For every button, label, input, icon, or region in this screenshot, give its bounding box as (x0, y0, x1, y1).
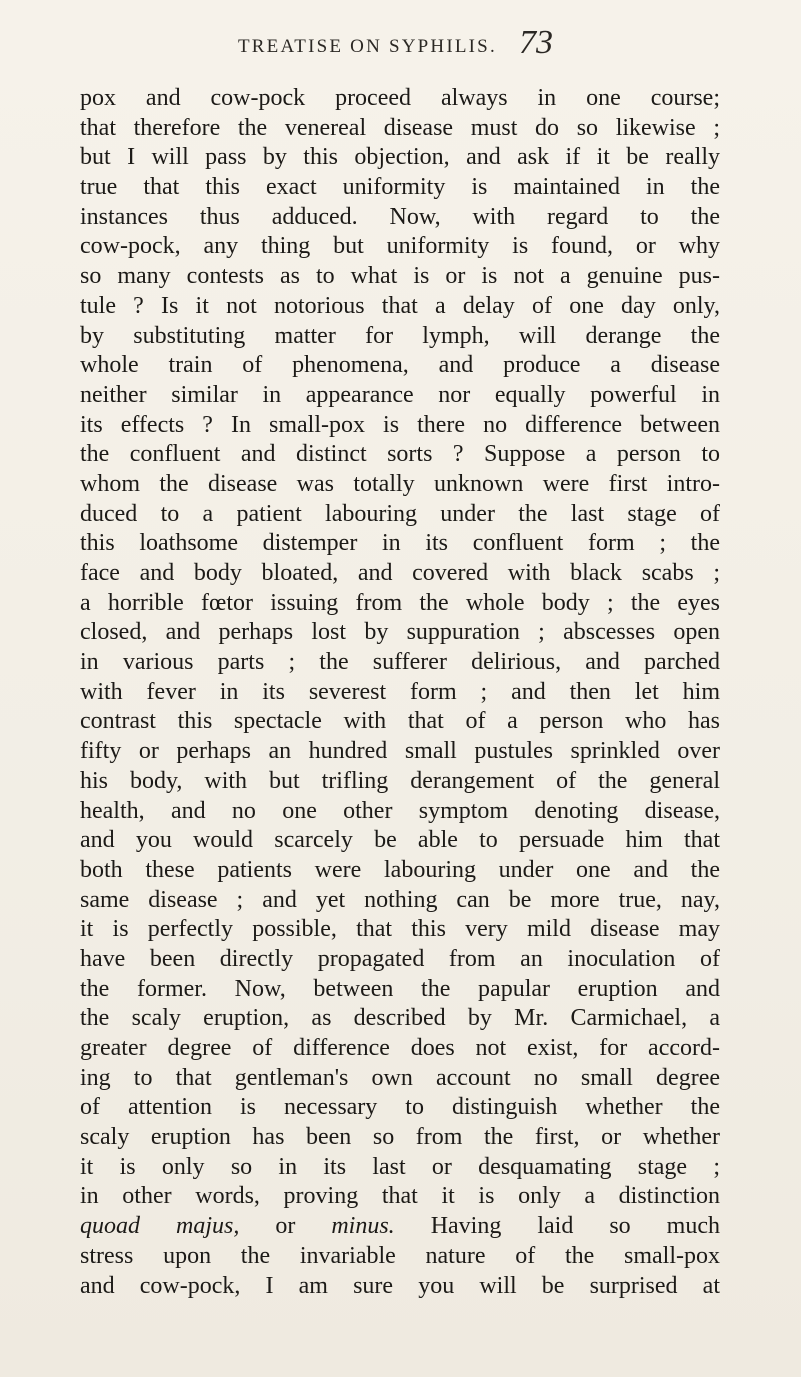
body-text (80, 84, 720, 1301)
running-title: TREATISE ON SYPHILIS. (238, 36, 497, 57)
text-line: by substituting matter for lymph, will derange the (80, 322, 720, 349)
text-line: neither similar in appearance nor equally powerful in (80, 381, 720, 408)
text-line: so many contests as to what is or is not a genuine pus- (80, 263, 720, 290)
text-line: true that this exact uniformity is maintained in the (80, 174, 720, 201)
text-line: ing to that gentleman's own account no small degree (80, 1064, 720, 1091)
text-line: of attention is necessary to distinguish whether the (80, 1094, 720, 1121)
text-line: in various parts ; the sufferer delirious, and parched (80, 649, 720, 676)
text-line: contrast this spectacle with that of a person who has (80, 708, 720, 735)
text-line: its effects ? In small-pox is there no difference between (80, 411, 720, 438)
text-line: face and body bloated, and covered with black scabs ; (80, 560, 720, 586)
running-head (0, 24, 801, 64)
text-line-italic-terms (80, 1212, 720, 1242)
latin-term-minus: minus. (331, 1213, 395, 1240)
text-line: the former. Now, between the papular eruption and (80, 975, 720, 1002)
conjunction-text: or (239, 1213, 332, 1240)
text-line: but I will pass by this objection, and ask if it be really (80, 144, 720, 171)
latin-term-quoad-majus: quoad majus, (80, 1213, 240, 1240)
text-line: that therefore the venereal disease must do so likewise ; (80, 114, 720, 141)
text-line: his body, with but trifling derangement of the general (80, 767, 720, 794)
text-line: scaly eruption has been so from the first, or whether (80, 1124, 720, 1151)
text-line: whole train of phenomena, and produce a disease (80, 352, 720, 379)
text-line: both these patients were labouring under one and the (80, 856, 720, 883)
line-remainder: Having laid so much (394, 1213, 720, 1240)
text-line: duced to a patient labouring under the last stage of (80, 500, 720, 527)
text-line: this loathsome distemper in its confluent form ; the (80, 530, 720, 557)
text-line: a horrible fœtor issuing from the whole body ; the eyes (80, 589, 720, 616)
text-line: cow-pock, any thing but uniformity is found, or why (80, 233, 720, 260)
text-line: in other words, proving that it is only a distinction (80, 1183, 720, 1210)
text-line: closed, and perhaps lost by suppuration ; abscesses open (80, 619, 720, 646)
text-line: tule ? Is it not notorious that a delay of one day only, (80, 292, 720, 319)
text-line: it is only so in its last or desquamating stage ; (80, 1153, 720, 1180)
text-line: the scaly eruption, as described by Mr. Carmichael, a (80, 1005, 720, 1032)
text-line: have been directly propagated from an inoculation of (80, 945, 720, 972)
text-line: health, and no one other symptom denoting disease, (80, 797, 720, 824)
text-line: with fever in its severest form ; and then let him (80, 678, 720, 705)
text-line: and cow-pock, I am sure you will be surprised at (80, 1272, 720, 1299)
page-number: 73 (519, 24, 553, 61)
text-line: instances thus adduced. Now, with regard to the (80, 203, 720, 230)
text-line: greater degree of difference does not exist, for accord- (80, 1035, 720, 1061)
text-line: fifty or perhaps an hundred small pustules sprinkled over (80, 738, 720, 765)
text-line: and you would scarcely be able to persuade him that (80, 827, 720, 854)
text-line: same disease ; and yet nothing can be more true, nay, (80, 886, 720, 913)
text-line: it is perfectly possible, that this very mild disease may (80, 916, 720, 943)
text-line: the confluent and distinct sorts ? Suppose a person to (80, 441, 720, 468)
text-line: whom the disease was totally unknown were first intro- (80, 470, 720, 497)
text-line: pox and cow-pock proceed always in one course; (80, 85, 720, 111)
text-line: stress upon the invariable nature of the small-pox (80, 1242, 720, 1269)
